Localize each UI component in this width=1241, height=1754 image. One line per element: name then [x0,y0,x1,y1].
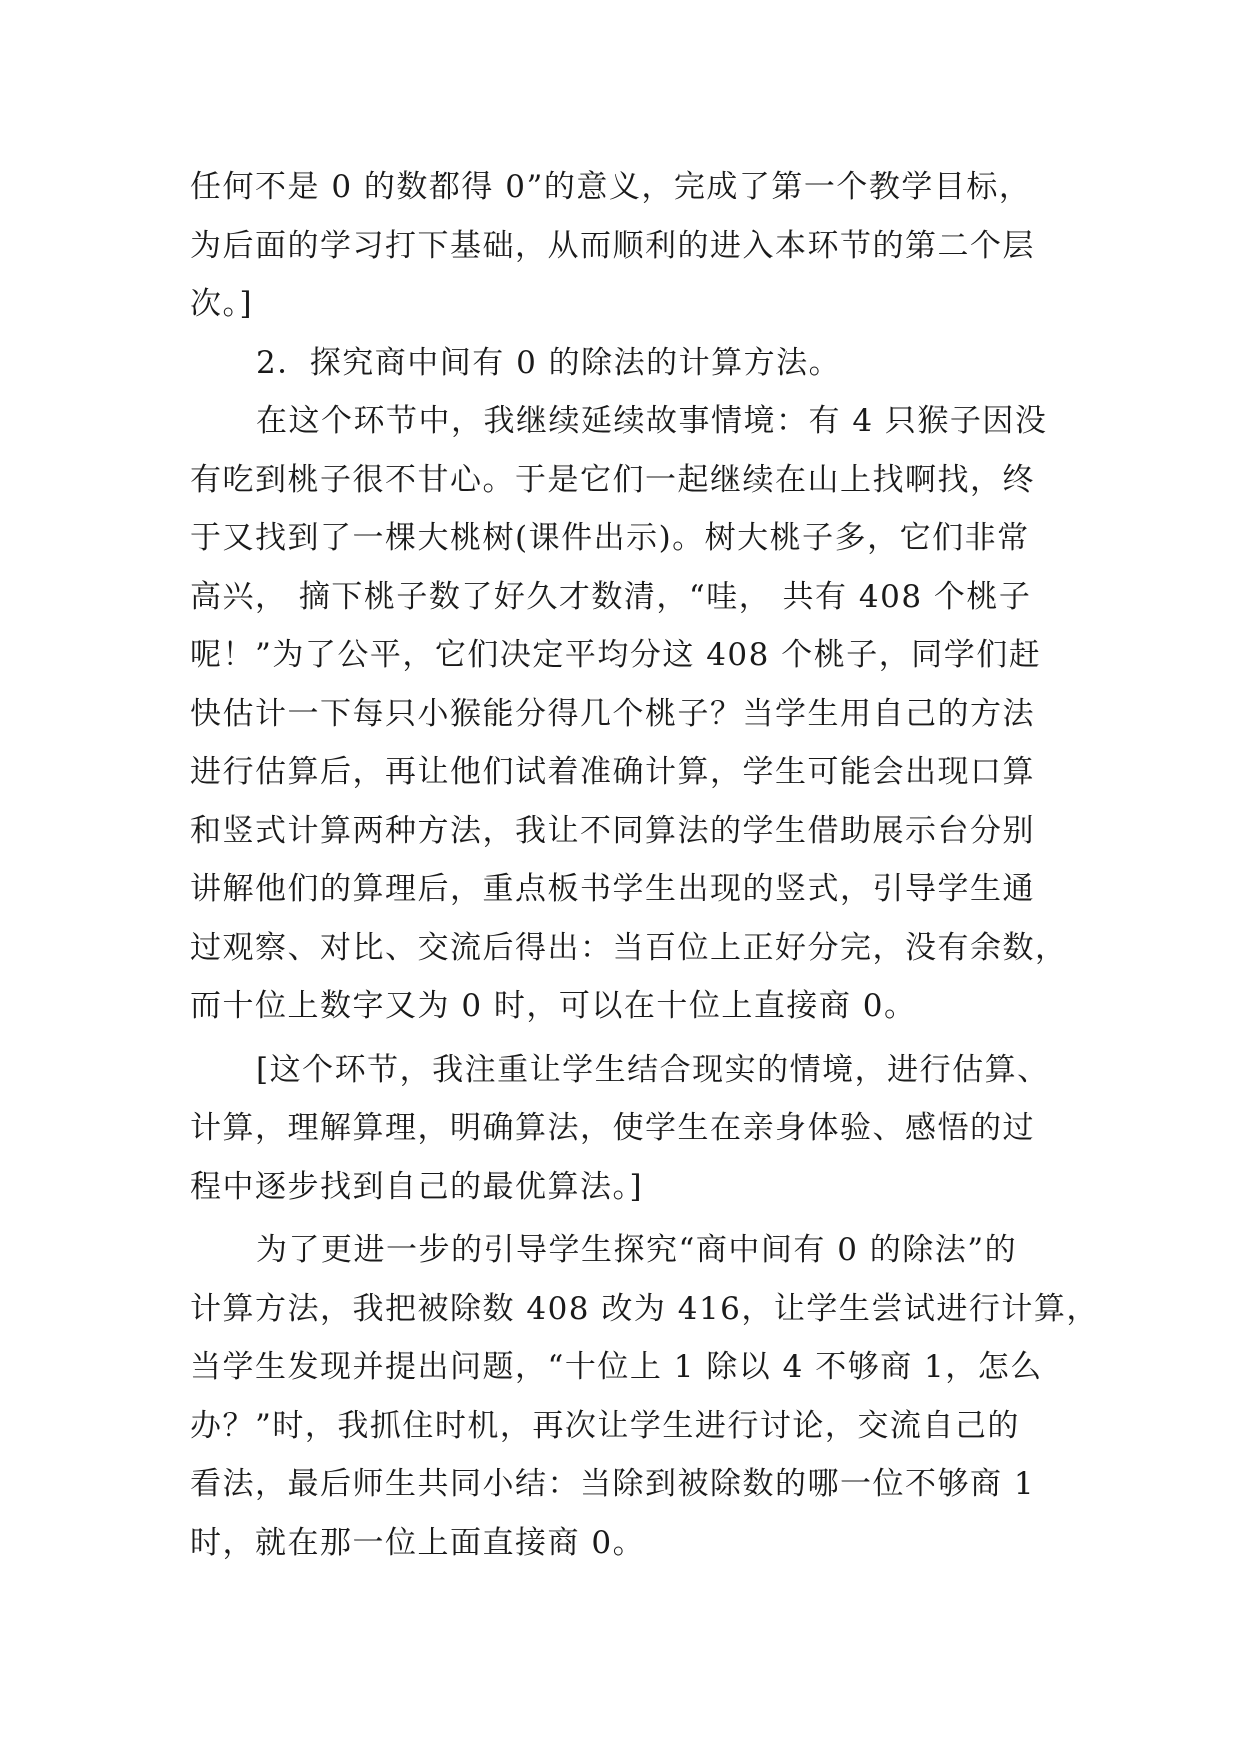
text-line: 讲解他们的算理后，重点板书学生出现的竖式，引导学生通 [190,871,1035,907]
document-body [190,158,1099,1572]
text-line: 办？”时，我抓住时机，再次让学生进行讨论，交流自己的 [190,1407,1020,1444]
text-line: 时，就在那一位上面直接商 0。 [190,1524,646,1561]
text-line: 和竖式计算两种方法，我让不同算法的学生借助展示台分别 [190,812,1035,849]
text-line: 为后面的学习打下基础，从而顺利的进入本环节的第二个层 [190,227,1035,264]
text-line: 程中逐步找到自己的最优算法。] [190,1168,644,1205]
section-heading: 2．探究商中间有 0 的除法的计算方法。 [256,344,842,381]
text-line: 看法，最后师生共同小结：当除到被除数的哪一位不够商 1 [190,1466,1036,1502]
text-line: 而十位上数字又为 0 时，可以在十位上直接商 0。 [190,988,917,1024]
text-line: 计算，理解算理，明确算法，使学生在亲身体验、感悟的过 [190,1110,1035,1146]
paragraph-2-heading [190,334,1060,393]
text-line: 过观察、对比、交流后得出：当百位上正好分完，没有余数， [190,929,1068,966]
text-line: 高兴， 摘下桃子数了好久才数清，“哇， 共有 408 个桃子 [190,578,1032,615]
paragraph-1 [190,158,1060,334]
text-line: 有吃到桃子很不甘心。于是它们一起继续在山上找啊找，终 [190,461,1035,498]
text-line: [这个环节，我注重让学生结合现实的情境，进行估算、 [256,1051,1050,1088]
text-line: 任何不是 0 的数都得 0”的意义，完成了第一个教学目标， [190,169,1032,205]
text-line: 快估计一下每只小猴能分得几个桃子？当学生用自己的方法 [190,695,1035,732]
text-line: 进行估算后，再让他们试着准确计算，学生可能会出现口算 [190,754,1035,790]
paragraph-3 [190,392,1068,1036]
text-line: 呢！”为了公平，它们决定平均分这 408 个桃子，同学们赶 [190,637,1042,673]
text-line: 计算方法，我把被除数 408 改为 416，让学生尝试进行计算， [190,1290,1099,1327]
text-line: 在这个环节中，我继续延续故事情境：有 4 只猴子因没 [256,403,1048,439]
paragraph-4 [190,1041,1060,1217]
paragraph-5 [190,1221,1099,1572]
text-line: 次。] [190,286,254,322]
text-line: 当学生发现并提出问题，“十位上 1 除以 4 不够商 1，怎么 [190,1349,1043,1385]
text-line: 为了更进一步的引导学生探究“商中间有 0 的除法”的 [256,1232,1018,1268]
text-line: 于又找到了一棵大桃树(课件出示)。树大桃子多，它们非常 [190,520,1030,556]
